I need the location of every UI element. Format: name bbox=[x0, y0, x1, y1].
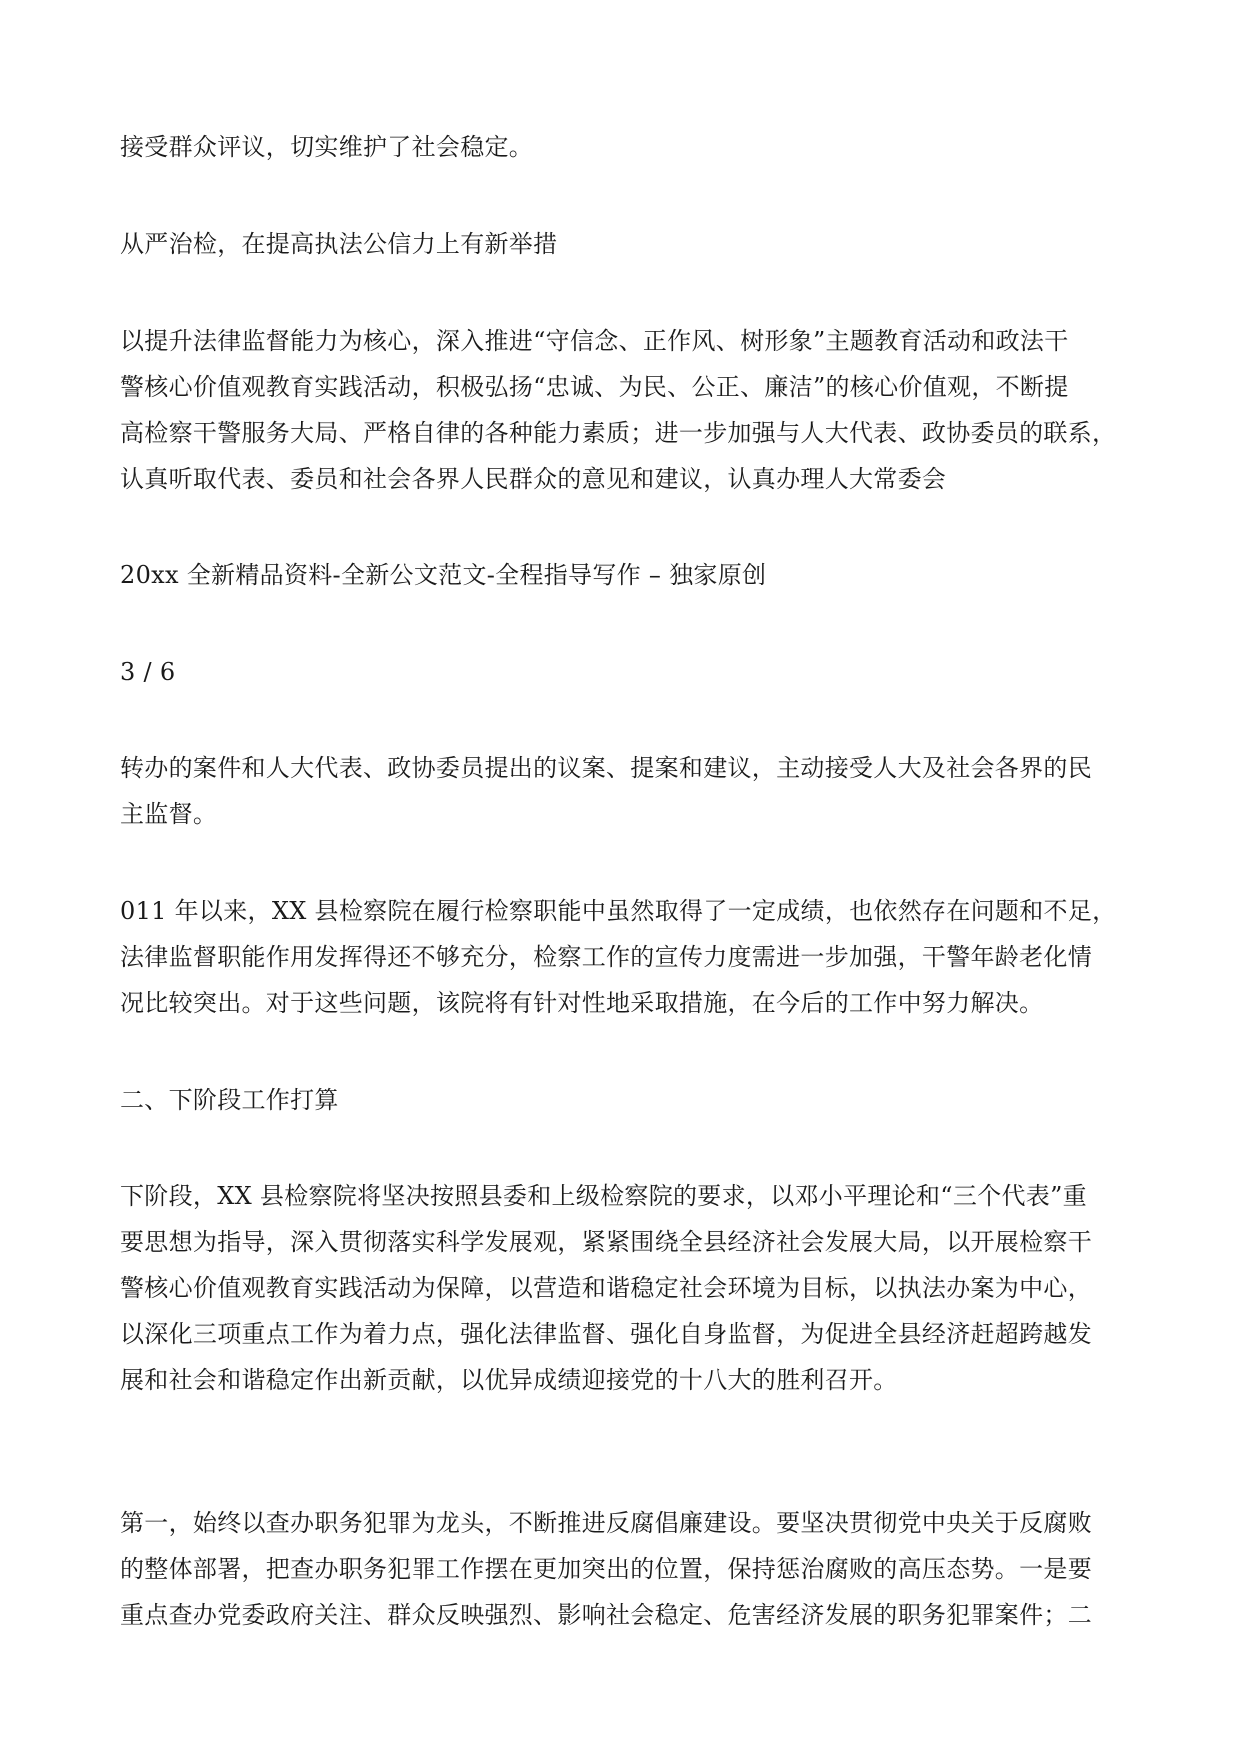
text-line: 警核心价值观教育实践活动，积极弘扬“忠诚、为民、公正、廉洁”的核心价值观，不断提 bbox=[120, 373, 1069, 401]
text-line: 下阶段，XX 县检察院将坚决按照县委和上级检察院的要求，以邓小平理论和“三个代表”重 bbox=[120, 1182, 1087, 1210]
text-line: 认真听取代表、委员和社会各界人民群众的意见和建议，认真办理人大常委会 bbox=[120, 465, 947, 493]
paragraph-next-phase-plan bbox=[120, 1173, 1130, 1403]
text-line: 重点查办党委政府关注、群众反映强烈、影响社会稳定、危害经济发展的职务犯罪案件；二 bbox=[120, 1601, 1092, 1629]
paragraph-problems bbox=[120, 888, 1130, 1026]
text-line: 以提升法律监督能力为核心，深入推进“守信念、正作风、树形象”主题教育活动和政法干 bbox=[120, 327, 1069, 355]
page-footer-banner bbox=[120, 552, 1130, 598]
text-line: 况比较突出。对于这些问题，该院将有针对性地采取措施，在今后的工作中努力解决。 bbox=[120, 989, 1044, 1017]
text-line: 011 年以来，XX 县检察院在履行检察职能中虽然取得了一定成绩，也依然存在问题和不足， bbox=[120, 897, 1117, 925]
text-line: 展和社会和谐稳定作出新贡献，以优异成绩迎接党的十八大的胜利召开。 bbox=[120, 1366, 898, 1394]
text-line: 从严治检，在提高执法公信力上有新举措 bbox=[120, 230, 558, 258]
text-line: 20xx 全新精品资料-全新公文范文-全程指导写作 – 独家原创 bbox=[120, 561, 767, 589]
paragraph-anti-corruption bbox=[120, 1500, 1130, 1638]
section-heading-strict-governance bbox=[120, 221, 1130, 267]
text-line: 二、下阶段工作打算 bbox=[120, 1086, 339, 1114]
paragraph-social-stability bbox=[120, 124, 1130, 170]
text-line: 的整体部署，把查办职务犯罪工作摆在更加突出的位置，保持惩治腐败的高压态势。一是要 bbox=[120, 1555, 1092, 1583]
section-heading-next-phase bbox=[120, 1077, 1130, 1123]
text-line: 接受群众评议，切实维护了社会稳定。 bbox=[120, 133, 534, 161]
page-number bbox=[120, 649, 1130, 695]
text-line: 要思想为指导，深入贯彻落实科学发展观，紧紧围绕全县经济社会发展大局，以开展检察干 bbox=[120, 1228, 1092, 1256]
text-line: 第一，始终以查办职务犯罪为龙头，不断推进反腐倡廉建设。要坚决贯彻党中央关于反腐败 bbox=[120, 1509, 1092, 1537]
paragraph-democratic-supervision bbox=[120, 745, 1130, 837]
text-line: 转办的案件和人大代表、政协委员提出的议案、提案和建议，主动接受人大及社会各界的民 bbox=[120, 754, 1092, 782]
text-line: 法律监督职能作用发挥得还不够充分，检察工作的宣传力度需进一步加强，干警年龄老化情 bbox=[120, 943, 1092, 971]
text-line: 3 / 6 bbox=[120, 658, 176, 686]
text-line: 警核心价值观教育实践活动为保障，以营造和谐稳定社会环境为目标，以执法办案为中心， bbox=[120, 1274, 1092, 1302]
text-line: 以深化三项重点工作为着力点，强化法律监督、强化自身监督，为促进全县经济赶超跨越发 bbox=[120, 1320, 1092, 1348]
paragraph-supervision-capability bbox=[120, 318, 1130, 502]
text-line: 高检察干警服务大局、严格自律的各种能力素质；进一步加强与人大代表、政协委员的联系， bbox=[120, 419, 1117, 447]
text-line: 主监督。 bbox=[120, 800, 218, 828]
